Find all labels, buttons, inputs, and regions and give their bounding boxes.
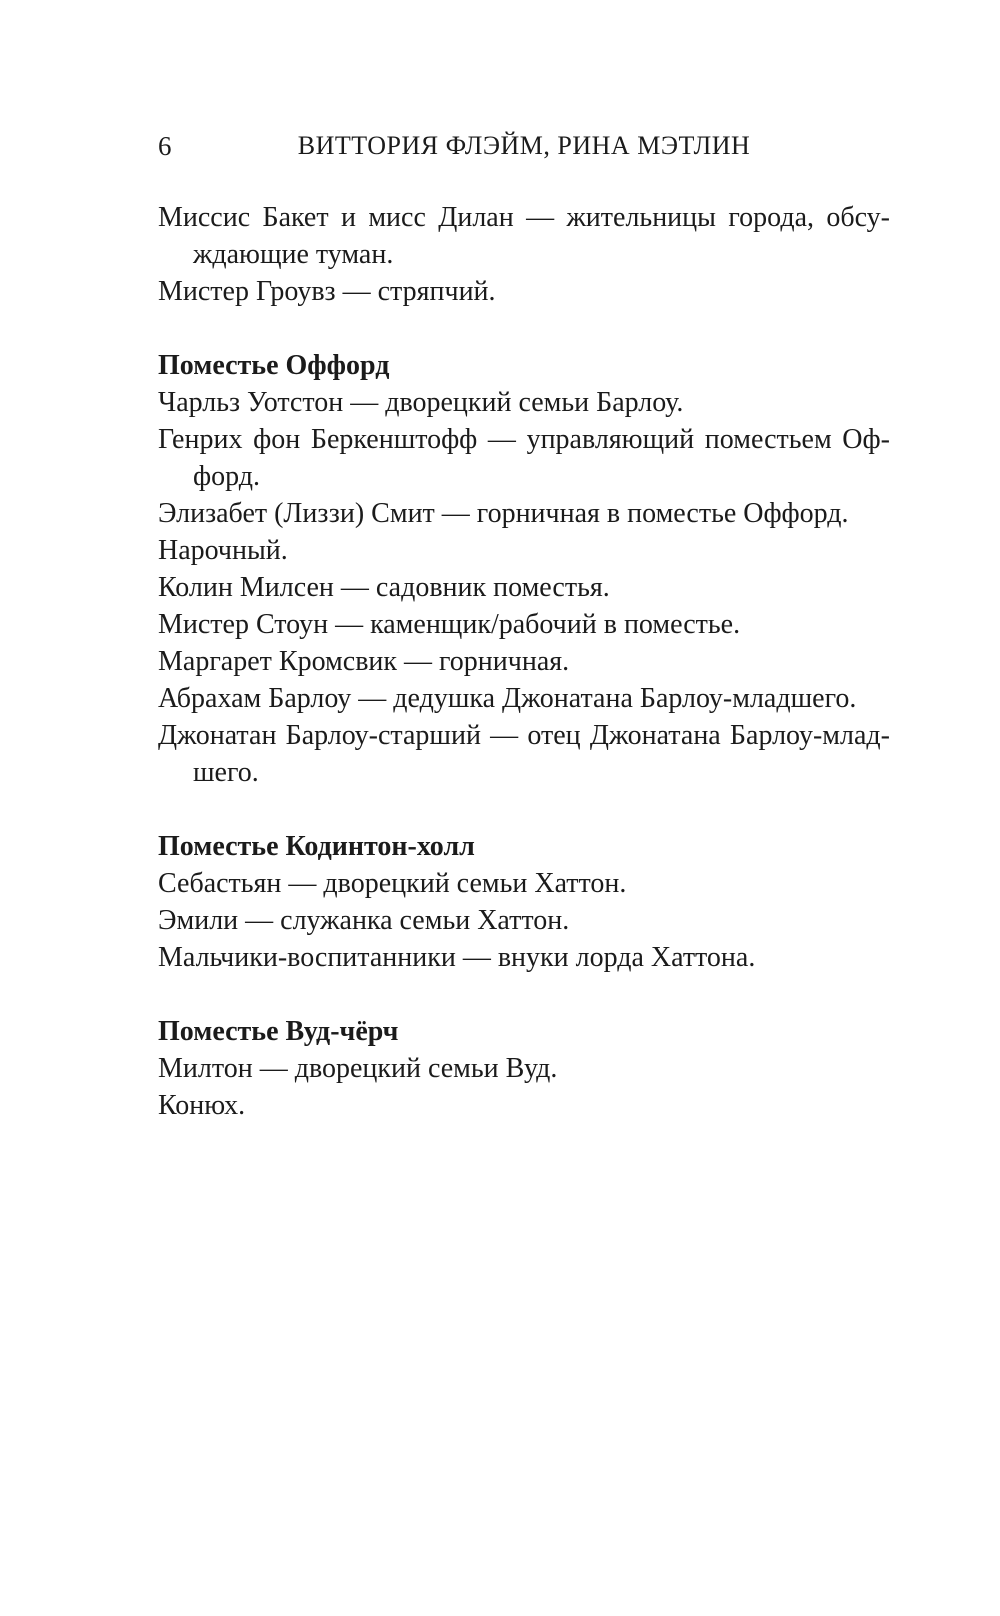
text-line: Джонатан Барлоу-старший — отец Джонатана Барлоу-млад- [158,720,890,751]
section-heading: Поместье Оффорд [158,350,390,381]
section-wood-church-estate [158,1013,890,1124]
character-entry [158,643,890,680]
text-line: Конюх. [158,1090,246,1121]
text-line: Элизабет (Лиззи) Смит — горничная в поместье Оффорд. [158,498,849,529]
character-entry [158,532,890,569]
text-line: Маргарет Кромсвик — горничная. [158,646,570,677]
text-line: Миссис Бакет и мисс Дилан — жительницы города, обсу- [158,202,890,233]
character-entry [158,569,890,606]
running-head [158,132,890,162]
text-line: Генрих фон Беркенштофф — управляющий поместьем Оф- [158,424,890,455]
section-town [158,199,890,310]
character-entry [158,384,890,421]
character-entry [158,1087,890,1124]
character-entry [158,273,890,310]
character-entry [158,680,890,717]
page-number: 6 [158,131,172,161]
character-entry [158,1050,890,1087]
text-line: Абрахам Барлоу — дедушка Джонатана Барлоу-младшего. [158,683,857,714]
character-entry [158,717,890,791]
text-line: Эмили — служанка семьи Хаттон. [158,905,570,936]
running-title: ВИТТОРИЯ ФЛЭЙМ, РИНА МЭТЛИН [297,131,751,160]
section-heading: Поместье Вуд-чёрч [158,1016,399,1047]
text-line: ждающие туман. [193,239,394,270]
section-heading: Поместье Кодинтон-холл [158,831,475,862]
text-line: Мистер Гроувз — стряпчий. [158,276,496,307]
text-line: Нарочный. [158,535,288,566]
character-entry [158,495,890,532]
section-offord-estate [158,347,890,791]
text-line: Себастьян — дворецкий семьи Хаттон. [158,868,627,899]
character-entry [158,199,890,273]
character-entry [158,865,890,902]
text-line: форд. [193,461,261,492]
character-entry [158,421,890,495]
character-entry [158,902,890,939]
character-list [158,199,890,1124]
text-line: Мальчики-воспитанники — внуки лорда Хаттона. [158,942,756,973]
section-codinton-hall-estate [158,828,890,976]
character-entry [158,939,890,976]
text-line: Милтон — дворецкий семьи Вуд. [158,1053,558,1084]
character-entry [158,606,890,643]
text-line: Колин Милсен — садовник поместья. [158,572,610,603]
text-line: Мистер Стоун — каменщик/рабочий в поместье. [158,609,741,640]
text-line: шего. [193,757,259,788]
text-line: Чарльз Уотстон — дворецкий семьи Барлоу. [158,387,684,418]
